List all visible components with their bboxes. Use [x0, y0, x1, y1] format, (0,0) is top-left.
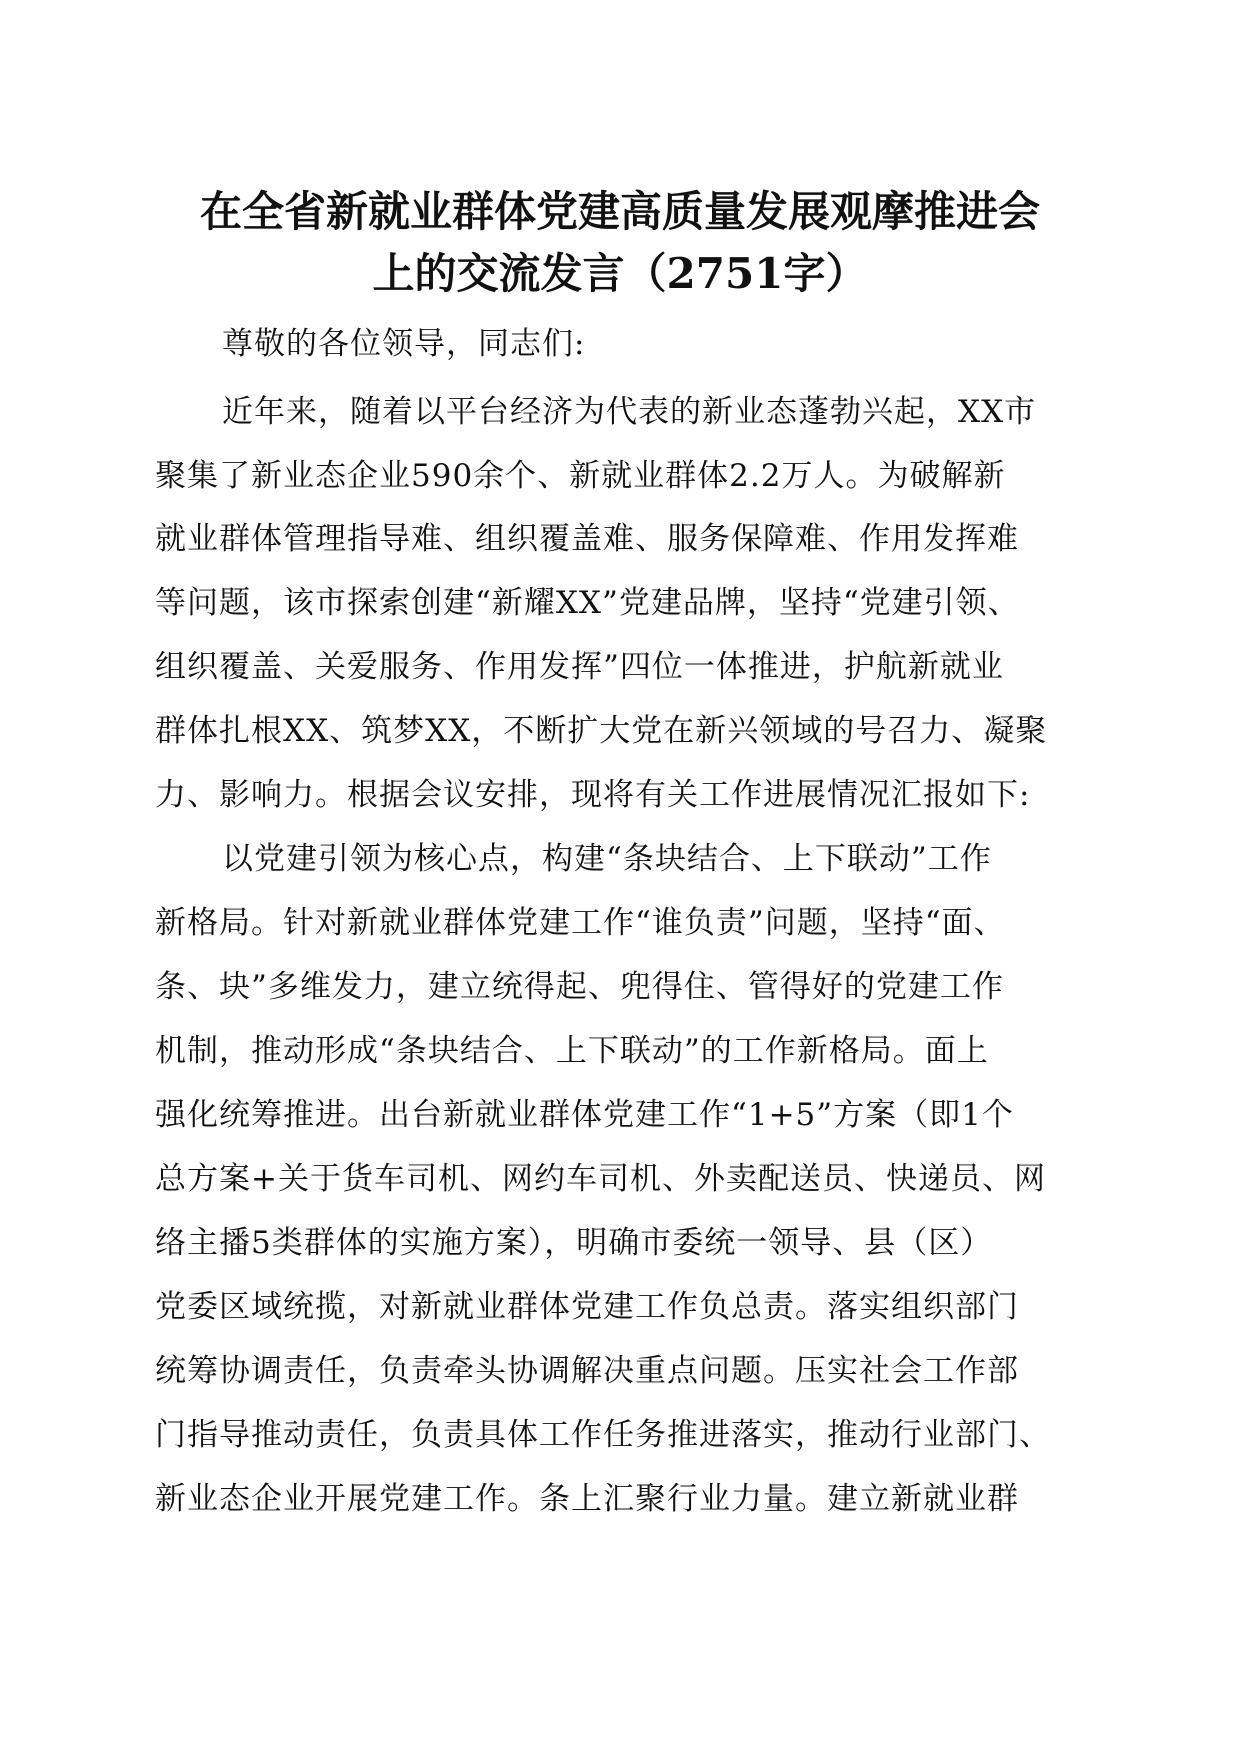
paragraph-2-line-6: 总方案+关于货车司机、网约车司机、外卖配送员、快递员、网 — [155, 1161, 1046, 1197]
paragraph-1-line-7: 力、影响力。根据会议安排，现将有关工作进展情况汇报如下: — [155, 777, 1031, 813]
document-title-line-1: 在全省新就业群体党建高质量发展观摩推进会 — [199, 187, 1040, 236]
paragraph-2-line-9: 统筹协调责任，负责牵头协调解决重点问题。压实社会工作部 — [155, 1353, 1019, 1389]
paragraph-1-line-6: 群体扎根XX、筑梦XX，不断扩大党在新兴领域的号召力、凝聚 — [155, 713, 1048, 749]
paragraph-2-line-4: 机制，推动形成“条块结合、上下联动”的工作新格局。面上 — [155, 1033, 989, 1069]
paragraph-1-line-2: 聚集了新业态企业590余个、新就业群体2.2万人。为破解新 — [155, 458, 1006, 494]
paragraph-1-line-3: 就业群体管理指导难、组织覆盖难、服务保障难、作用发挥难 — [155, 521, 1019, 557]
paragraph-2-line-1: 以党建引领为核心点，构建“条块结合、上下联动”工作 — [222, 841, 992, 877]
salutation: 尊敬的各位领导，同志们: — [222, 326, 586, 362]
paragraph-2-line-8: 党委区域统揽，对新就业群体党建工作负总责。落实组织部门 — [155, 1289, 1019, 1325]
paragraph-1-line-5: 组织覆盖、关爱服务、作用发挥”四位一体推进，护航新就业 — [155, 649, 1004, 685]
paragraph-2-line-2: 新格局。针对新就业群体党建工作“谁负责”问题，坚持“面、 — [155, 905, 1006, 941]
paragraph-2-line-7: 络主播5类群体的实施方案），明确市委统一领导、县（区） — [155, 1225, 993, 1261]
paragraph-2-line-11: 新业态企业开展党建工作。条上汇聚行业力量。建立新就业群 — [155, 1481, 1019, 1517]
paragraph-1-line-1: 近年来，随着以平台经济为代表的新业态蓬勃兴起，XX市 — [222, 394, 1037, 430]
paragraph-2-line-5: 强化统筹推进。出台新就业群体党建工作“1+5”方案（即1个 — [155, 1097, 1014, 1133]
paragraph-2-line-3: 条、块”多维发力，建立统得起、兜得住、管得好的党建工作 — [155, 969, 1004, 1005]
document-title-line-2: 上的交流发言（2751字） — [372, 249, 868, 298]
paragraph-1-line-4: 等问题，该市探索创建“新耀XX”党建品牌，坚持“党建引领、 — [155, 585, 1020, 621]
paragraph-2-line-10: 门指导推动责任，负责具体工作任务推进落实，推动行业部门、 — [155, 1417, 1051, 1453]
